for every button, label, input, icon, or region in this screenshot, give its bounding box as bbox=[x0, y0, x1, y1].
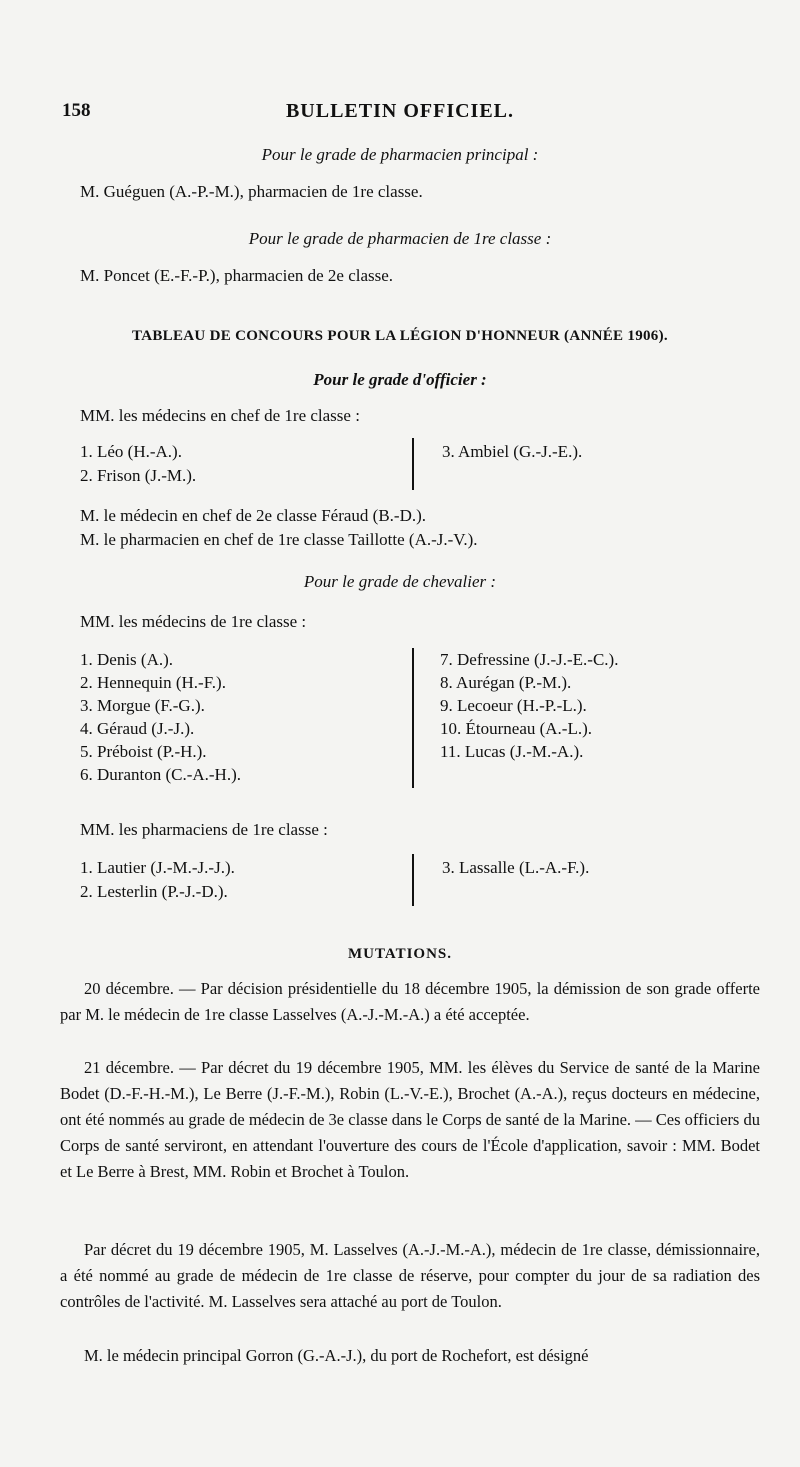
mutation-paragraph-3: Par décret du 19 décembre 1905, M. Lasselves (A.-J.-M.-A.), médecin de 1re classe, démissionnaire, a été nommé au grade de médecin de 1re classe de réserve, pour compter du jour de sa radiation des contrôles de l'activité. M. Lasselves sera attaché au port de Toulon. bbox=[60, 1240, 760, 1311]
mutations-title: MUTATIONS. bbox=[347, 946, 453, 962]
chevalier-item: 8. Aurégan (P.-M.). bbox=[440, 673, 572, 692]
pharmacien-item: 2. Lesterlin (P.-J.-D.). bbox=[80, 882, 228, 901]
officier-item: 3. Ambiel (G.-J.-E.). bbox=[442, 442, 583, 461]
column-divider bbox=[412, 854, 414, 906]
mm-medecins: MM. les médecins de 1re classe : bbox=[80, 612, 307, 631]
heading-pharmacien-first-class: Pour le grade de pharmacien de 1re classe : bbox=[248, 229, 552, 248]
tableau-title: TABLEAU DE CONCOURS POUR LA LÉGION D'HONNEUR (ANNÉE 1906). bbox=[132, 328, 668, 344]
officier-item: 2. Frison (J.-M.). bbox=[80, 466, 197, 485]
line-gueguen: M. Guéguen (A.-P.-M.), pharmacien de 1re classe. bbox=[80, 182, 423, 201]
mm-pharmaciens: MM. les pharmaciens de 1re classe : bbox=[80, 820, 328, 839]
heading-pharmacien-principal: Pour le grade de pharmacien principal : bbox=[261, 145, 539, 164]
chevalier-item: 10. Étourneau (A.-L.). bbox=[440, 719, 593, 738]
line-taillotte: M. le pharmacien en chef de 1re classe Taillotte (A.-J.-V.). bbox=[80, 530, 478, 549]
mm-medecins-chef: MM. les médecins en chef de 1re classe : bbox=[80, 406, 360, 425]
officier-item: 1. Léo (H.-A.). bbox=[80, 442, 182, 461]
line-poncet: M. Poncet (E.-F.-P.), pharmacien de 2e classe. bbox=[80, 266, 394, 285]
chevalier-item: 5. Préboist (P.-H.). bbox=[80, 742, 207, 761]
pharmacien-item: 3. Lassalle (L.-A.-F.). bbox=[442, 858, 590, 877]
mutation-paragraph-2: 21 décembre. — Par décret du 19 décembre 1905, MM. les élèves du Service de santé de la Marine Bodet (D.-F.-H.-M.), Le Berre (J.-F.-M.), Robin (L.-V.-E.), Brochet (A.-A.), reçus docteurs en médecine, ont été nommés au grade de médecin de 3e classe dans le Corps de santé de la Marine. — Ces officiers du Corps de santé serviront, en attendant l'ouverture des cours de l'École d'application, savoir : MM. Bodet et Le Berre à Brest, MM. Robin et Brochet à Toulon. bbox=[60, 1058, 760, 1181]
chevalier-item: 11. Lucas (J.-M.-A.). bbox=[440, 742, 584, 761]
page-title: BULLETIN OFFICIEL. bbox=[285, 100, 515, 122]
chevalier-item: 4. Géraud (J.-J.). bbox=[80, 719, 195, 738]
mutation-paragraph-1: 20 décembre. — Par décision présidentielle du 18 décembre 1905, la démission de son grade offerte par M. le médecin de 1re classe Lasselves (A.-J.-M.-A.) a été acceptée. bbox=[60, 979, 760, 1024]
heading-chevalier: Pour le grade de chevalier : bbox=[303, 572, 497, 591]
chevalier-item: 6. Duranton (C.-A.-H.). bbox=[80, 765, 241, 784]
chevalier-item: 2. Hennequin (H.-F.). bbox=[80, 673, 226, 692]
chevalier-item: 9. Lecoeur (H.-P.-L.). bbox=[440, 696, 587, 715]
mutation-paragraph-4: M. le médecin principal Gorron (G.-A.-J.), du port de Rochefort, est désigné bbox=[84, 1346, 589, 1365]
chevalier-item: 3. Morgue (F.-G.). bbox=[80, 696, 205, 715]
heading-officier: Pour le grade d'officier : bbox=[313, 370, 487, 389]
column-divider bbox=[412, 438, 414, 490]
line-feraud: M. le médecin en chef de 2e classe Féraud (B.-D.). bbox=[80, 506, 427, 525]
column-divider bbox=[412, 648, 414, 788]
page-number: 158 bbox=[62, 100, 91, 121]
pharmacien-item: 1. Lautier (J.-M.-J.-J.). bbox=[80, 858, 235, 877]
chevalier-item: 7. Defressine (J.-J.-E.-C.). bbox=[440, 650, 619, 669]
chevalier-item: 1. Denis (A.). bbox=[80, 650, 174, 669]
